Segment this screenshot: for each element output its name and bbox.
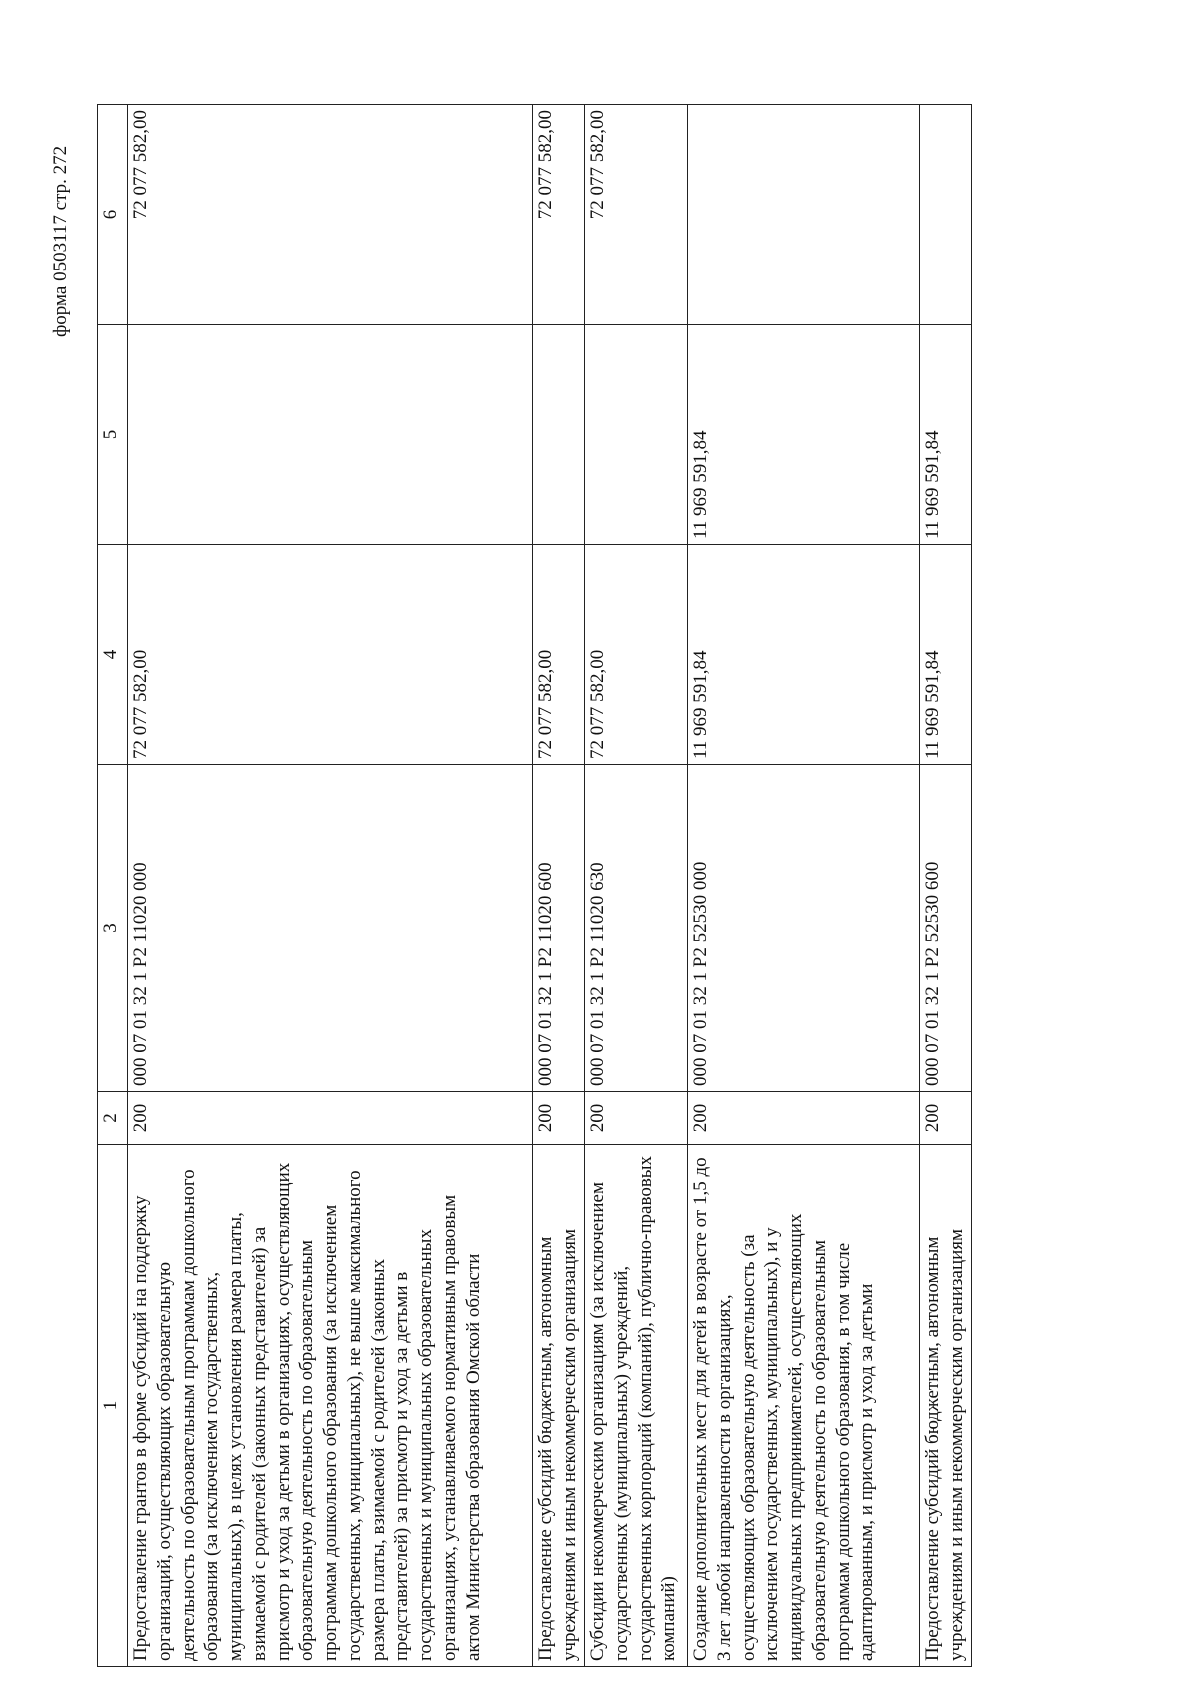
row-unexecuted: [920, 105, 972, 325]
row-executed: 11 969 591,84: [920, 325, 972, 545]
row-approved: 11 969 591,84: [920, 545, 972, 765]
row-line-code: 200: [533, 1092, 585, 1145]
report-table: [97, 104, 972, 1667]
row-budget-code: 000 07 01 32 1 P2 11020 000: [128, 765, 533, 1092]
row-approved: 11 969 591,84: [688, 545, 920, 765]
column-number: 6: [98, 105, 128, 325]
column-number: 4: [98, 545, 128, 765]
column-number: 5: [98, 325, 128, 545]
row-line-code: 200: [920, 1092, 972, 1145]
row-unexecuted: [688, 105, 920, 325]
row-line-code: 200: [128, 1092, 533, 1145]
row-unexecuted: 72 077 582,00: [585, 105, 688, 325]
row-line-code: 200: [688, 1092, 920, 1145]
column-number: 1: [98, 1145, 128, 1667]
row-line-code: 200: [585, 1092, 688, 1145]
row-executed: [533, 325, 585, 545]
row-unexecuted: 72 077 582,00: [128, 105, 533, 325]
row-budget-code: 000 07 01 32 1 P2 11020 630: [585, 765, 688, 1092]
row-unexecuted: 72 077 582,00: [533, 105, 585, 325]
table-row: [688, 105, 920, 1667]
row-name: Предоставление субсидий бюджетным, автономным учреждениям и иным некоммерческим организациям: [533, 1145, 585, 1667]
row-executed: [128, 325, 533, 545]
row-name: Создание дополнительных мест для детей в возрасте от 1,5 до 3 лет любой направленности в организациях, осуществляющих образовательную деятельность (за исключением государственных, муниципальных), и у индивидуальных предпринимателей, осуществляющих образовательную деятельность по образовательным программам дошкольного образования, в том числе адаптированным, и присмотр и уход за детьми: [688, 1145, 920, 1667]
table-row: [128, 105, 533, 1667]
row-approved: 72 077 582,00: [533, 545, 585, 765]
row-budget-code: 000 07 01 32 1 P2 11020 600: [533, 765, 585, 1092]
row-name: Предоставление грантов в форме субсидий на поддержку организаций, осуществляющих образовательную деятельность по образовательным программам дошкольного образования (за исключением государственных, муниципальных), в целях установления размера платы, взимаемой с родителей (законных представителей) за присмотр и уход за детьми в организациях, осуществляющих образовательную деятельность по образовательным программам дошкольного образования (за исключением государственных, муниципальных), не выше максимального размера платы, взимаемой с родителей (законных представителей) за присмотр и уход за детьми в государственных и муниципальных образовательных организациях, устанавливаемого нормативным правовым актом Министерства образования Омской области: [128, 1145, 533, 1667]
table-row: [920, 105, 972, 1667]
row-approved: 72 077 582,00: [128, 545, 533, 765]
row-budget-code: 000 07 01 32 1 P2 52530 600: [920, 765, 972, 1092]
row-name: Предоставление субсидий бюджетным, автономным учреждениям и иным некоммерческим организациям: [920, 1145, 972, 1667]
column-number: 3: [98, 765, 128, 1092]
table-row: [585, 105, 688, 1667]
form-label: форма 0503117 стр. 272: [50, 145, 71, 337]
row-budget-code: 000 07 01 32 1 P2 52530 000: [688, 765, 920, 1092]
row-approved: 72 077 582,00: [585, 545, 688, 765]
row-name: Субсидии некоммерческим организациям (за исключением государственных (муниципальных) учреждений, государственных корпораций (компаний), публично-правовых компаний): [585, 1145, 688, 1667]
table-row: [533, 105, 585, 1667]
column-number: 2: [98, 1092, 128, 1145]
row-executed: [585, 325, 688, 545]
row-executed: 11 969 591,84: [688, 325, 920, 545]
column-number-row: [98, 105, 128, 1667]
